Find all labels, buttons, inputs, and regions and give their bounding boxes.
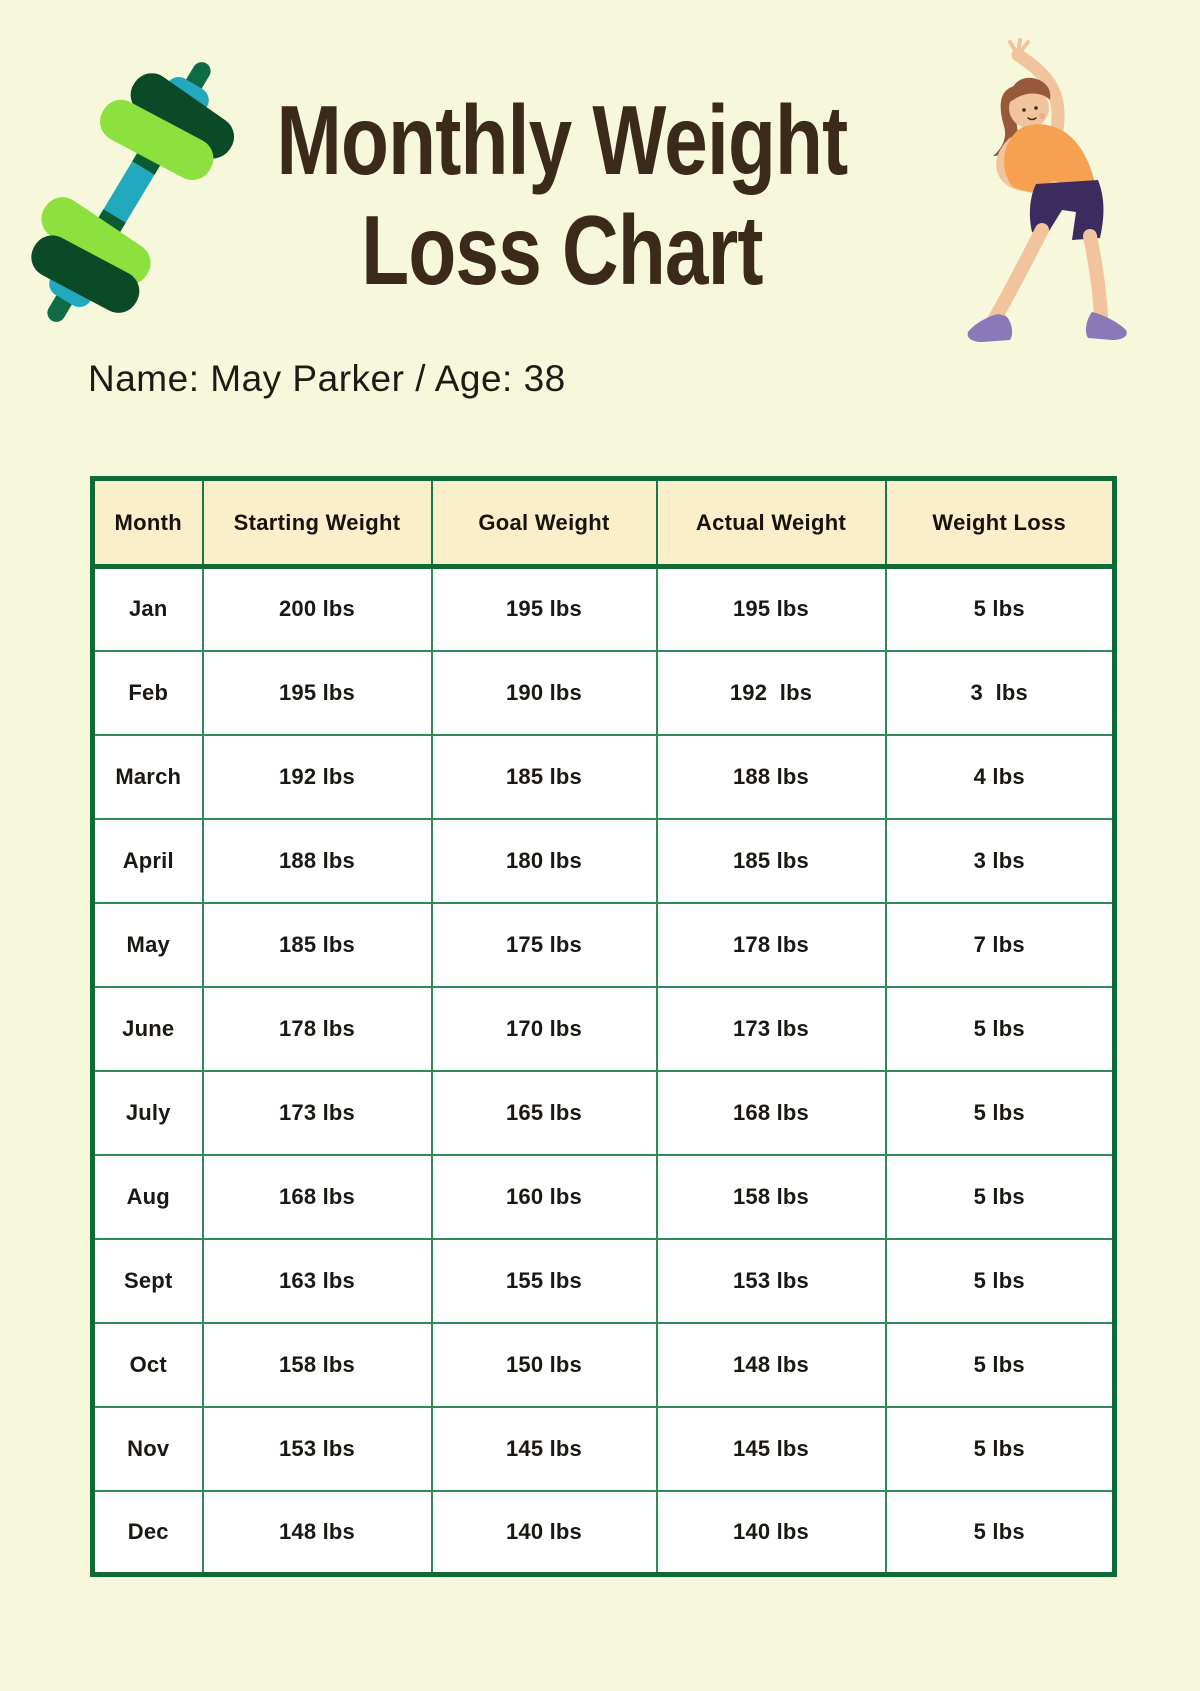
actual-weight-cell: 188 lbs <box>657 735 886 819</box>
month-cell: April <box>93 819 203 903</box>
column-header-goal-weight: Goal Weight <box>432 479 657 567</box>
table-row <box>93 903 1115 987</box>
goal-weight-cell: 165 lbs <box>432 1071 657 1155</box>
starting-weight-cell: 153 lbs <box>203 1407 432 1491</box>
table-row <box>93 735 1115 819</box>
month-cell: Feb <box>93 651 203 735</box>
weight-loss-cell: 3 lbs <box>886 819 1115 903</box>
column-header-starting-weight: Starting Weight <box>203 479 432 567</box>
month-cell: May <box>93 903 203 987</box>
starting-weight-cell: 192 lbs <box>203 735 432 819</box>
table-row <box>93 1155 1115 1239</box>
goal-weight-cell: 160 lbs <box>432 1155 657 1239</box>
weight-loss-cell: 5 lbs <box>886 1071 1115 1155</box>
actual-weight-cell: 185 lbs <box>657 819 886 903</box>
month-cell: June <box>93 987 203 1071</box>
table-row <box>93 819 1115 903</box>
goal-weight-cell: 140 lbs <box>432 1491 657 1575</box>
actual-weight-cell: 145 lbs <box>657 1407 886 1491</box>
starting-weight-cell: 200 lbs <box>203 567 432 651</box>
actual-weight-cell: 195 lbs <box>657 567 886 651</box>
starting-weight-cell: 158 lbs <box>203 1323 432 1407</box>
weight-loss-cell: 7 lbs <box>886 903 1115 987</box>
starting-weight-cell: 148 lbs <box>203 1491 432 1575</box>
weight-loss-cell: 4 lbs <box>886 735 1115 819</box>
goal-weight-cell: 175 lbs <box>432 903 657 987</box>
table-row <box>93 1071 1115 1155</box>
month-cell: Sept <box>93 1239 203 1323</box>
table-row <box>93 651 1115 735</box>
title-line-2: Loss Chart <box>361 194 763 305</box>
table-header-row <box>93 479 1115 567</box>
table-row <box>93 987 1115 1071</box>
goal-weight-cell: 150 lbs <box>432 1323 657 1407</box>
actual-weight-cell: 192 lbs <box>657 651 886 735</box>
actual-weight-cell: 173 lbs <box>657 987 886 1071</box>
weight-loss-cell: 5 lbs <box>886 1407 1115 1491</box>
actual-weight-cell: 178 lbs <box>657 903 886 987</box>
month-cell: Aug <box>93 1155 203 1239</box>
weight-loss-cell: 5 lbs <box>886 1491 1115 1575</box>
goal-weight-cell: 145 lbs <box>432 1407 657 1491</box>
table-row <box>93 1323 1115 1407</box>
table-row <box>93 1491 1115 1575</box>
goal-weight-cell: 185 lbs <box>432 735 657 819</box>
name-age-line: Name: May Parker / Age: 38 <box>88 358 566 399</box>
actual-weight-cell: 153 lbs <box>657 1239 886 1323</box>
weight-loss-cell: 5 lbs <box>886 987 1115 1071</box>
starting-weight-cell: 163 lbs <box>203 1239 432 1323</box>
month-cell: Jan <box>93 567 203 651</box>
column-header-weight-loss: Weight Loss <box>886 479 1115 567</box>
month-cell: July <box>93 1071 203 1155</box>
actual-weight-cell: 158 lbs <box>657 1155 886 1239</box>
goal-weight-cell: 170 lbs <box>432 987 657 1071</box>
weight-loss-cell: 5 lbs <box>886 567 1115 651</box>
month-cell: Oct <box>93 1323 203 1407</box>
goal-weight-cell: 155 lbs <box>432 1239 657 1323</box>
table-row <box>93 1407 1115 1491</box>
weight-loss-cell: 5 lbs <box>886 1239 1115 1323</box>
starting-weight-cell: 178 lbs <box>203 987 432 1071</box>
table-row <box>93 567 1115 651</box>
title-line-1: Monthly Weight <box>276 85 848 195</box>
woman-stretching-illustration <box>850 28 1200 380</box>
weight-loss-table <box>90 476 1117 1577</box>
actual-weight-cell: 148 lbs <box>657 1323 886 1407</box>
column-header-month: Month <box>93 479 203 567</box>
month-cell: March <box>93 735 203 819</box>
starting-weight-cell: 173 lbs <box>203 1071 432 1155</box>
starting-weight-cell: 188 lbs <box>203 819 432 903</box>
weight-loss-cell: 3 lbs <box>886 651 1115 735</box>
weight-loss-cell: 5 lbs <box>886 1155 1115 1239</box>
actual-weight-cell: 168 lbs <box>657 1071 886 1155</box>
weight-loss-cell: 5 lbs <box>886 1323 1115 1407</box>
starting-weight-cell: 168 lbs <box>203 1155 432 1239</box>
goal-weight-cell: 180 lbs <box>432 819 657 903</box>
actual-weight-cell: 140 lbs <box>657 1491 886 1575</box>
starting-weight-cell: 195 lbs <box>203 651 432 735</box>
goal-weight-cell: 195 lbs <box>432 567 657 651</box>
month-cell: Dec <box>93 1491 203 1575</box>
starting-weight-cell: 185 lbs <box>203 903 432 987</box>
goal-weight-cell: 190 lbs <box>432 651 657 735</box>
table-row <box>93 1239 1115 1323</box>
column-header-actual-weight: Actual Weight <box>657 479 886 567</box>
month-cell: Nov <box>93 1407 203 1491</box>
